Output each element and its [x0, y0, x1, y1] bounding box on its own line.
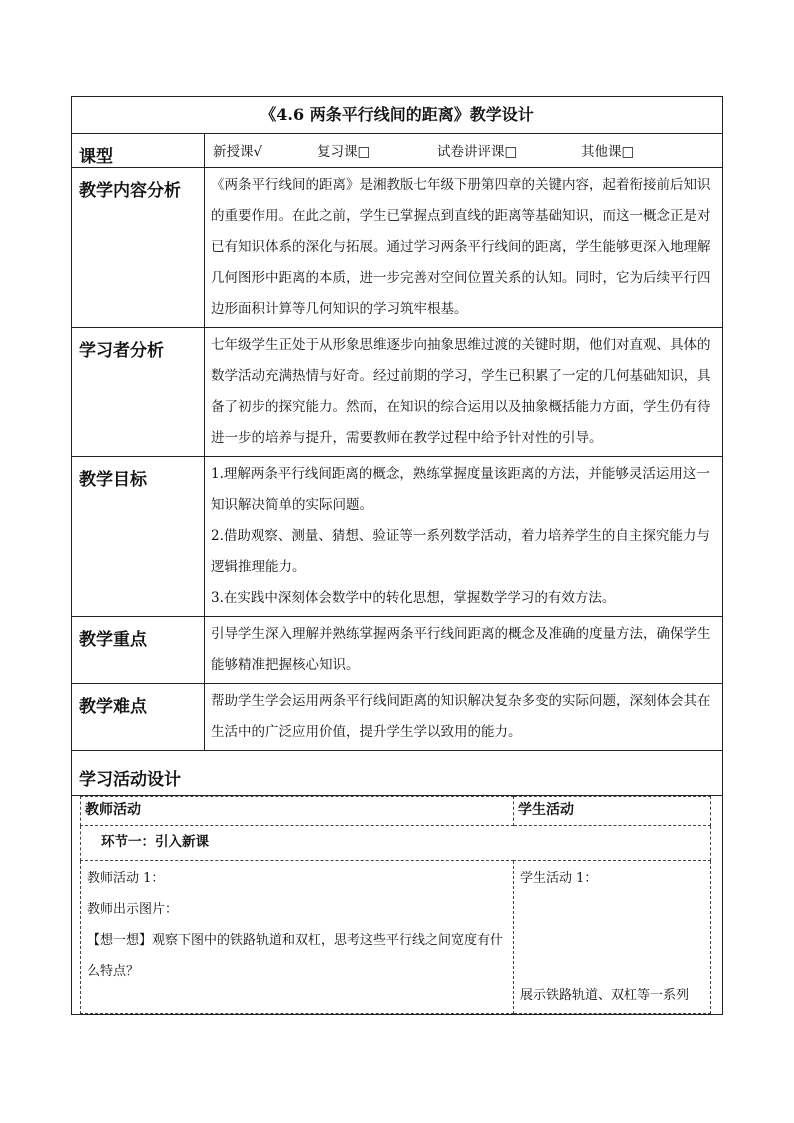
student-activity-content — [514, 861, 711, 1014]
learner-analysis-label: 学习者分析 — [72, 328, 205, 457]
lesson-plan-table — [71, 96, 723, 1015]
activity-design-section — [72, 796, 723, 1015]
activity-design-heading: 学习活动设计 — [72, 751, 723, 796]
lesson-type-review: 复习课□ — [317, 144, 371, 160]
teaching-objectives-list — [205, 457, 723, 617]
lesson-type-options — [205, 134, 723, 168]
teaching-objectives-label: 教学目标 — [72, 457, 205, 617]
teacher-line: 教师活动 1： — [87, 871, 165, 886]
teacher-line: 【想一想】观察下图中的铁路轨道和双杠，思考这些平行线之间宽度有什么特点？ — [87, 933, 504, 979]
activity-table — [80, 796, 711, 1014]
content-analysis-label: 教学内容分析 — [72, 168, 205, 328]
difficult-points-text: 帮助学生学会运用两条平行线间距离的知识解决复杂多变的实际问题，深刻体会其在生活中的广泛应用价值，提升学生学以致用的能力。 — [205, 684, 723, 751]
learner-analysis-text: 七年级学生正处于从形象思维逐步向抽象思维过渡的关键时期，他们对直观、具体的数学活动充满热情与好奇。经过前期的学习，学生已积累了一定的几何基础知识，具备了初步的探究能力。然而，在知识的综合运用以及抽象概括能力方面，学生仍有待进一步的培养与提升，需要教师在教学过程中给予针对性的引导。 — [205, 328, 723, 457]
difficult-points-label: 教学难点 — [72, 684, 205, 751]
teacher-activity-header: 教师活动 — [81, 797, 514, 826]
student-activity-header: 学生活动 — [514, 797, 711, 826]
objective-item: 1.理解两条平行线间距离的概念，熟练掌握度量该距离的方法，并能够灵活运用这一知识解决简单的实际问题。 — [211, 466, 710, 513]
teacher-activity-content — [81, 861, 514, 1014]
student-line-bottom: 展示铁路轨道、双杠等一系列 — [520, 988, 690, 1003]
objective-item: 3.在实践中深刻体会数学中的转化思想，掌握数学学习的有效方法。 — [211, 590, 616, 606]
document-title: 《4.6 两条平行线间的距离》教学设计 — [72, 97, 723, 134]
section-title: 环节一：引入新课 — [81, 826, 711, 861]
key-points-text: 引导学生深入理解并熟练掌握两条平行线间距离的概念及准确的度量方法，确保学生能够精准把握核心知识。 — [205, 617, 723, 684]
content-analysis-text: 《两条平行线间的距离》是湘教版七年级下册第四章的关键内容，起着衔接前后知识的重要作用。在此之前，学生已掌握点到直线的距离等基础知识，而这一概念正是对已有知识体系的深化与拓展。通过学习两条平行线间的距离，学生能够更深入地理解几何图形中距离的本质，进一步完善对空间位置关系的认知。同时，它为后续平行四边形面积计算等几何知识的学习筑牢根基。 — [205, 168, 723, 328]
lesson-plan-document — [71, 96, 722, 1015]
lesson-type-exam-review: 试卷讲评课□ — [437, 144, 518, 160]
teacher-line: 教师出示图片： — [87, 902, 179, 917]
student-line: 学生活动 1： — [520, 871, 598, 886]
key-points-label: 教学重点 — [72, 617, 205, 684]
objective-item: 2.借助观察、测量、猜想、验证等一系列数学活动，着力培养学生的自主探究能力与逻辑推理能力。 — [211, 528, 710, 575]
lesson-type-new: 新授课√ — [213, 144, 263, 160]
lesson-type-other: 其他课□ — [581, 144, 635, 160]
lesson-type-label: 课型 — [72, 134, 205, 168]
